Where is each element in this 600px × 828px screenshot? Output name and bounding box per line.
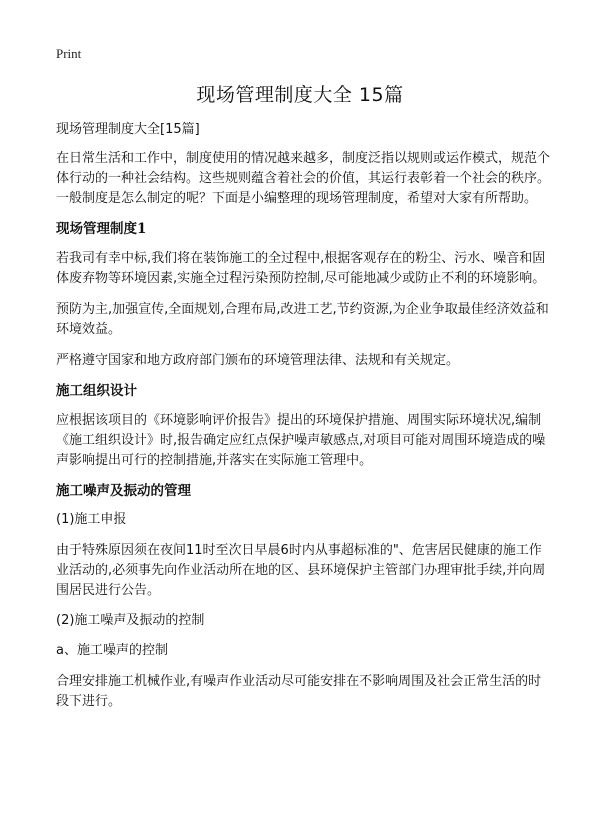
print-link[interactable]: Print (56, 46, 82, 61)
section2-paragraph-1: 应根据该项目的《环境影响评价报告》提出的环境保护措施、周围实际环境状况,编制《施工组织设计》时,报告确定应红点保护噪声敏感点,对项目可能对周围环境造成的噪声影响提出可行的控制措施,并落实在实际施工管理中。 (56, 413, 546, 468)
section-heading-3: 施工噪声及振动的管理 (56, 483, 191, 499)
section1-paragraph-2: 预防为主,加强宣传,全面规划,合理布局,改进工艺,节约资源,为企业争取最佳经济效益和环境效益。 (56, 302, 549, 337)
document-body (56, 121, 554, 723)
section-heading-2: 施工组织设计 (56, 383, 137, 399)
section3-paragraph-1: 由于特殊原因须在夜间11时至次日早晨6时内从事超标准的"、危害居民健康的施工作业活动的,必须事先向作业活动所在地的区、县环境保护主管部门办理审批手续,并向周围居民进行公告。 (56, 543, 546, 598)
document-subtitle: 现场管理制度大全[15篇] (56, 122, 200, 137)
section3-item-3: a、施工噪声的控制 (56, 643, 168, 658)
section1-paragraph-3: 严格遵守国家和地方政府部门颁布的环境管理法律、法规和有关规定。 (56, 353, 460, 368)
section-heading-1: 现场管理制度1 (56, 221, 147, 237)
section3-item-2: (2)施工噪声及振动的控制 (56, 613, 205, 628)
page-title: 现场管理制度大全 15篇 (196, 84, 404, 106)
section1-paragraph-1: 若我司有幸中标,我们将在装饰施工的全过程中,根据客观存在的粉尘、污水、噪音和固体废弃物等环境因素,实施全过程污染预防控制,尽可能地减少或防止不利的环境影响。 (56, 251, 546, 286)
section3-paragraph-2: 合理安排施工机械作业,有噪声作业活动尽可能安排在不影响周围及社会正常生活的时段下进行。 (56, 674, 542, 709)
intro-paragraph: 在日常生活和工作中，制度使用的情况越来越多，制度泛指以规则或运作模式，规范个体行动的一种社会结构。这些规则蕴含着社会的价值，其运行表彰着一个社会的秩序。一般制度是怎么制定的呢？下面是小编整理的现场管理制度，希望对大家有所帮助。 (56, 151, 551, 206)
section3-item-1: (1)施工申报 (56, 512, 127, 527)
